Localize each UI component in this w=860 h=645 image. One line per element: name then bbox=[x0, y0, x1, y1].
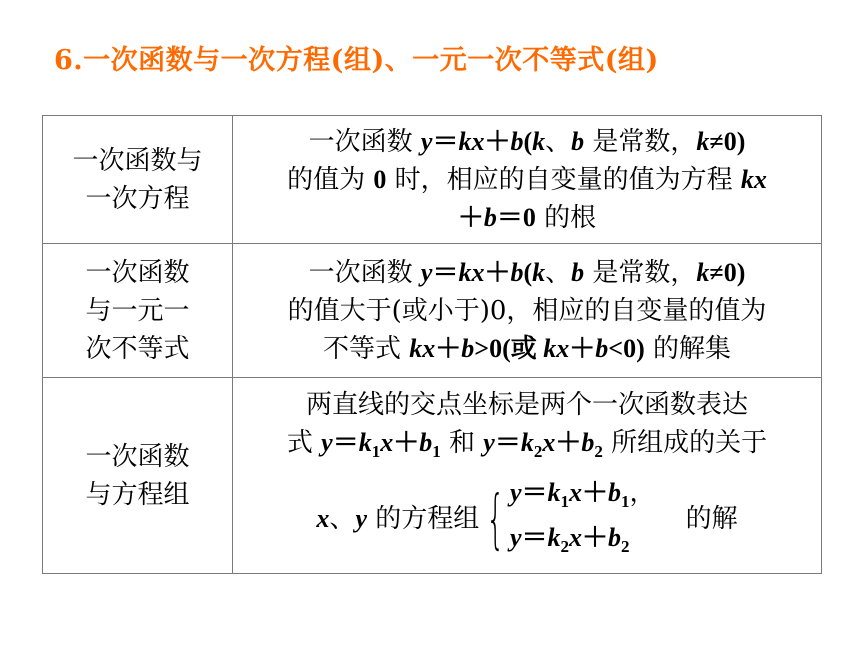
page-title: 6.一次函数与一次方程(组)、一元一次不等式(组) bbox=[54, 45, 659, 76]
row-description bbox=[233, 378, 822, 574]
table-row bbox=[43, 378, 822, 574]
table-row bbox=[43, 116, 822, 244]
table-row bbox=[43, 244, 822, 378]
summary-table bbox=[42, 115, 822, 574]
left-brace-icon: { bbox=[486, 483, 505, 558]
row-label-line: 与方程组 bbox=[85, 479, 190, 510]
desc-line: ＋b＝0 的根 bbox=[457, 202, 597, 233]
row-label-line: 一次函数 bbox=[85, 257, 190, 288]
row-label-line: 一次方程 bbox=[85, 183, 190, 214]
row-description bbox=[233, 244, 822, 378]
desc-line: 的值为 0 时，相应的自变量的值为方程 kx bbox=[287, 164, 767, 195]
equation-line: $y=k_1x+b_1$， bbox=[509, 477, 656, 512]
row-label-line: 一次函数 bbox=[85, 441, 190, 472]
equation-system bbox=[481, 475, 655, 565]
row-label-line: 一次函数与 bbox=[72, 145, 203, 176]
desc-line: 不等式 kx＋b>0(或 kx＋b<0) 的解集 bbox=[322, 333, 732, 364]
desc-line: 两直线的交点坐标是两个一次函数表达 bbox=[305, 389, 748, 420]
desc-line: 一次函数 y＝kx＋b(k、b 是常数，k≠0) bbox=[308, 126, 746, 157]
desc-line: 的值大于(或小于)0，相应的自变量的值为 bbox=[287, 295, 767, 326]
row-label bbox=[43, 116, 233, 244]
row-label bbox=[43, 378, 233, 574]
row-description bbox=[233, 116, 822, 244]
row-label-line: 次不等式 bbox=[85, 333, 190, 364]
desc-line: 一次函数 y＝kx＋b(k、b 是常数，k≠0) bbox=[308, 257, 746, 288]
desc-line: 式 $y=k_1x+b_1$ 和 $y=k_2x+b_2$ 所组成的关于 bbox=[286, 427, 768, 461]
desc-line: x、y 的方程组 { $y=k_1x+b_1$， $y=k_2x+b_2$ 的解 bbox=[237, 475, 817, 565]
equation-line: $y=k_2x+b_2$ bbox=[509, 523, 630, 557]
row-label-line: 与一元一 bbox=[85, 295, 190, 326]
row-label bbox=[43, 244, 233, 378]
